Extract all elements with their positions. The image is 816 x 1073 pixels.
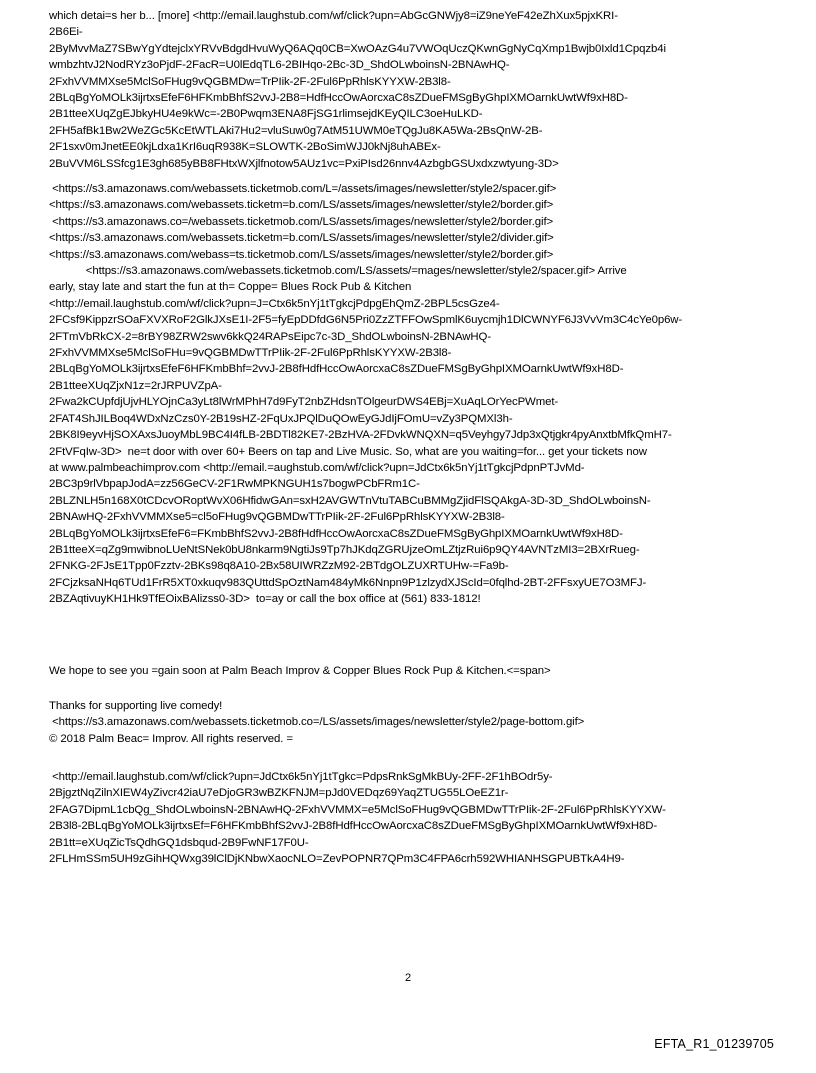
text-line: <https://s3.amazonaws.com/webass=ts.ticketmob.com/LS/assets/images/newsletter/style2/border.gif> bbox=[49, 248, 554, 261]
text-line: 2BZAqtivuyKH1Hk9TfEOixBAlizss0-3D> to=ay or call the box office at (561) 833-1812! bbox=[49, 593, 481, 606]
text-line: 2BjgztNqZilnXIEW4yZivcr42iaU7eDjoGR3wBZKFNJM=pJd0VEDqz69YaqZTUG55LOeEZ1r- bbox=[49, 787, 509, 800]
text-line: which detai=s her b... [more] <http://email.laughstub.com/wf/click?upn=AbGcGNWjy8=iZ9neYeF42eZhXux5pjxKRI- bbox=[49, 10, 618, 22]
text-line: <http://email.laughstub.com/wf/click?upn=J=Ctx6k5nYj1tTgkcjPdpgEhQmZ-2BPL5csGze4- bbox=[49, 297, 500, 310]
text-line: <https://s3.amazonaws.com/webassets.ticketm=b.com/LS/assets/images/newsletter/style2/divider.gif> bbox=[49, 232, 554, 245]
text-line: 2Fwa2kCUpfdjUjvHLYOjnCa3yLt8lWrMPhH7d9FyT2nbZHdsnTOlgeurDWS4EBj=XuAqLOrYecPWmet- bbox=[49, 396, 559, 409]
text-line: 2FtVFqIw-3D> ne=t door with over 60+ Beers on tap and Live Music. So, what are you waiting=for... get your tickets now bbox=[49, 445, 647, 458]
text-line: <https://s3.amazonaws.com/webassets.ticketmob.com/L=/assets/images/newsletter/style2/spacer.gif> bbox=[49, 183, 557, 195]
text-line: 2B1tteeX=qZg9mwibnoLUeNtSNek0bU8nkarm9NgtiJs9Tp7hJKdqZGRUjzeOmLZtjzRui6p9QY4AVNTzMI3=2BXrRueg- bbox=[49, 543, 640, 556]
text-line: early, stay late and start the fun at th= Coppe= Blues Rock Pub & Kitchen bbox=[49, 281, 412, 294]
text-line: 2FAT4ShJILBoq4WDxNzCzs0Y-2B19sHZ-2FqUxJPQlDuQOwEyGJdIjFOmU=vZy3PQMXl3h- bbox=[49, 412, 513, 425]
text-line: 2B3l8-2BLqBgYoMOLk3ijrtxsEf=F6HFKmbBhfS2vvJ-2B8fHdfHccOwAorcxaC8sZDueFMSgByGhpIXMOarnkUwtWf9xH8D- bbox=[49, 820, 658, 833]
text-line: <https://s3.amazonaws.com/webassets.ticketmob.co=/LS/assets/images/newsletter/style2/page-bottom.gif> bbox=[49, 716, 585, 729]
text-line: 2FH5afBk1Bw2WeZGc5KcEtWTLAki7Hu2=vluSuw0g7AtM51UWM0eTQgJu8KA5Wa-2BsQnW-2B- bbox=[49, 124, 543, 137]
document-id: EFTA_R1_01239705 bbox=[654, 1037, 774, 1051]
text-line: Thanks for supporting live comedy! bbox=[49, 700, 223, 712]
paragraph-thanks bbox=[49, 698, 779, 747]
text-line: 2BNAwHQ-2FxhVVMMXse5=cl5oFHug9vQGBMDwTTrPIik-2F-2Ful6PpRhlsKYYXW-2B3l8- bbox=[49, 511, 505, 524]
text-line: <https://s3.amazonaws.com/webassets.ticketm=b.com/LS/assets/images/newsletter/style2/border.gif> bbox=[49, 199, 554, 212]
text-line: <http://email.laughstub.com/wf/click?upn=JdCtx6k5nYj1tTgkc=PdpsRnkSgMkBUy-2FF-2F1hBOdr5y- bbox=[49, 771, 553, 783]
text-line: 2BuVVM6LSSfcg1E3gh685yBB8FHtxWXjlfnotow5AUz1vc=PxiPIsd26nnv4AzbgbGSUxdxzwtyung-3D> bbox=[49, 157, 559, 170]
text-line: at www.palmbeachimprov.com <http://email.=aughstub.com/wf/click?upn=JdCtx6k5nYj1tTgkcjPdpnPTJvMd- bbox=[49, 461, 585, 474]
text-line: 2BK8I9eyvHjSOXAxsJuoyMbL9BC4I4fLB-2BDTl82KE7-2BzHVA-2FDvkWNQXN=q5Veyhgy7Jdp3xQtjgkr4pyAnxtbMfkQmH7- bbox=[49, 429, 672, 442]
text-line: 2BLZNLH5n168X0tCDcvORoptWvX06HfidwGAn=sxH2AVGWTnVtuTABCuBMMgZjidFlSQAkgA-3D-3D_ShdOLwboinsN- bbox=[49, 494, 651, 507]
text-line: 2F1sxv0mJnetEE0kjLdxa1KrI6uqR938K=SLOWTK-2BoSimWJJ0kNj8uhABEx- bbox=[49, 141, 441, 154]
text-line: 2B1tteeXUqZgEJbkyHU4e9kWc=-2B0Pwqm3ENA8FjSG1rlimsejdKEyQILC3oeHuLKD- bbox=[49, 108, 483, 121]
text-line: 2FLHmSSm5UH9zGihHQWxg39lClDjKNbwXaocNLO=ZevPOPNR7QPm3C4FPA6crh592WHIANHSGPUBTkA4H9- bbox=[49, 853, 625, 866]
text-line: 2BLqBgYoMOLk3ijrtxsEfeF6HFKmbBhf=2vvJ-2B8fHdfHccOwAorcxaC8sZDueFMSgByGhpIXMOarnkUwtWf9xH8D- bbox=[49, 363, 624, 376]
text-line: 2BLqBgYoMOLk3ijrtxsEfeF6=FKmbBhfS2vvJ-2B8fHdfHccOwAorcxaC8sZDueFMSgByGhpIXMOarnkUwtWf9xH8D- bbox=[49, 527, 623, 540]
text-line: 2BC3p9rlVbpapJodA=zz56GeCV-2F1RwMPKNGUH1s7bogwPCbFRm1C- bbox=[49, 478, 420, 491]
text-line: 2FAG7DipmL1cbQg_ShdOLwboinsN-2BNAwHQ-2FxhVVMMX=e5MclSoFHug9vQGBMDwTTrPIik-2F-2Ful6PpRhlsKYYXW- bbox=[49, 803, 666, 816]
paragraph-event-description bbox=[49, 8, 779, 172]
paragraph-footer-link bbox=[49, 769, 779, 867]
text-line: 2B1tteeXUqZjxN1z=2rJRPUVZpA- bbox=[49, 379, 222, 392]
text-line: 2FNKG-2FJsE1Tpp0Fzztv-2BKs98q8A10-2Bx58UIWRZzM92-2BTdgOLZUXRTUHw-=Fa9b- bbox=[49, 560, 509, 573]
text-line: 2FCjzksaNHq6TUd1FrR5XT0xkuqv983QUttdSpOztNam484yMk6Nnpn9P1zlzydXJScId=0fqlhd-2BT-2FFsxyUE7O3MFJ- bbox=[49, 576, 647, 589]
text-line: 2ByMvvMaZ7SBwYgYdtejclxYRVvBdgdHvuWyQ6AQq0CB=XwOAzG4u7VWOqUczQKwnGgNyCqXmp1Bwjb0Ixld1Cpqzb4i bbox=[49, 42, 666, 55]
text-line: 2FxhVVMMXse5MclSoFHu=9vQGBMDwTTrPIik-2F-2Ful6PpRhlsKYYXW-2B3l8- bbox=[49, 347, 452, 360]
text-line: <https://s3.amazonaws.com/webassets.ticketmob.com/LS/assets/=mages/newsletter/style2/spacer.gif> Arrive bbox=[49, 265, 627, 278]
text-line: 2BLqBgYoMOLk3ijrtxsEfeF6HFKmbBhfS2vvJ-2B8=HdfHccOwAorcxaC8sZDueFMSgByGhpIXMOarnkUwtWf9xH8D- bbox=[49, 92, 628, 105]
paragraph-hope-to-see-you bbox=[49, 663, 779, 679]
text-line: 2FTmVbRkCX-2=8rBY98ZRW2swv6kkQ24RAPsEipc7c-3D_ShdOLwboinsN-2BNAwHQ- bbox=[49, 330, 492, 343]
text-line: 2B6Ei- bbox=[49, 26, 83, 39]
text-line: © 2018 Palm Beac= Improv. All rights reserved. = bbox=[49, 732, 293, 745]
text-line: wmbzhtvJ2NodRYz3oPjdF-2FacR=U0lEdqTL6-2BIHqo-2Bc-3D_ShdOLwboinsN-2BNAwHQ- bbox=[49, 59, 510, 72]
text-line: 2B1tt=eXUqZicTsQdhGQ1dsbqud-2B9FwNF17F0U- bbox=[49, 836, 309, 849]
text-line: 2FCsf9KippzrSOaFXVXRoF2GlkJXsE1I-2F5=fyEpDDfdG6N5Pri0ZzZTFFOwSpmlK6uycmjh1DlCWNYF6J3VvVm3C4cYe0p6w- bbox=[49, 314, 683, 327]
text-line: We hope to see you =gain soon at Palm Beach Improv & Copper Blues Rock Pup & Kitchen.<=span> bbox=[49, 665, 551, 677]
text-line: <https://s3.amazonaws.co=/webassets.ticketmob.com/LS/assets/images/newsletter/style2/border.gif> bbox=[49, 215, 554, 228]
page-number: 2 bbox=[404, 972, 412, 984]
text-line: 2FxhVVMMXse5MclSoFHug9vQGBMDw=TrPIik-2F-2Ful6PpRhlsKYYXW-2B3l8- bbox=[49, 75, 451, 88]
paragraph-arrive-early bbox=[49, 181, 779, 608]
